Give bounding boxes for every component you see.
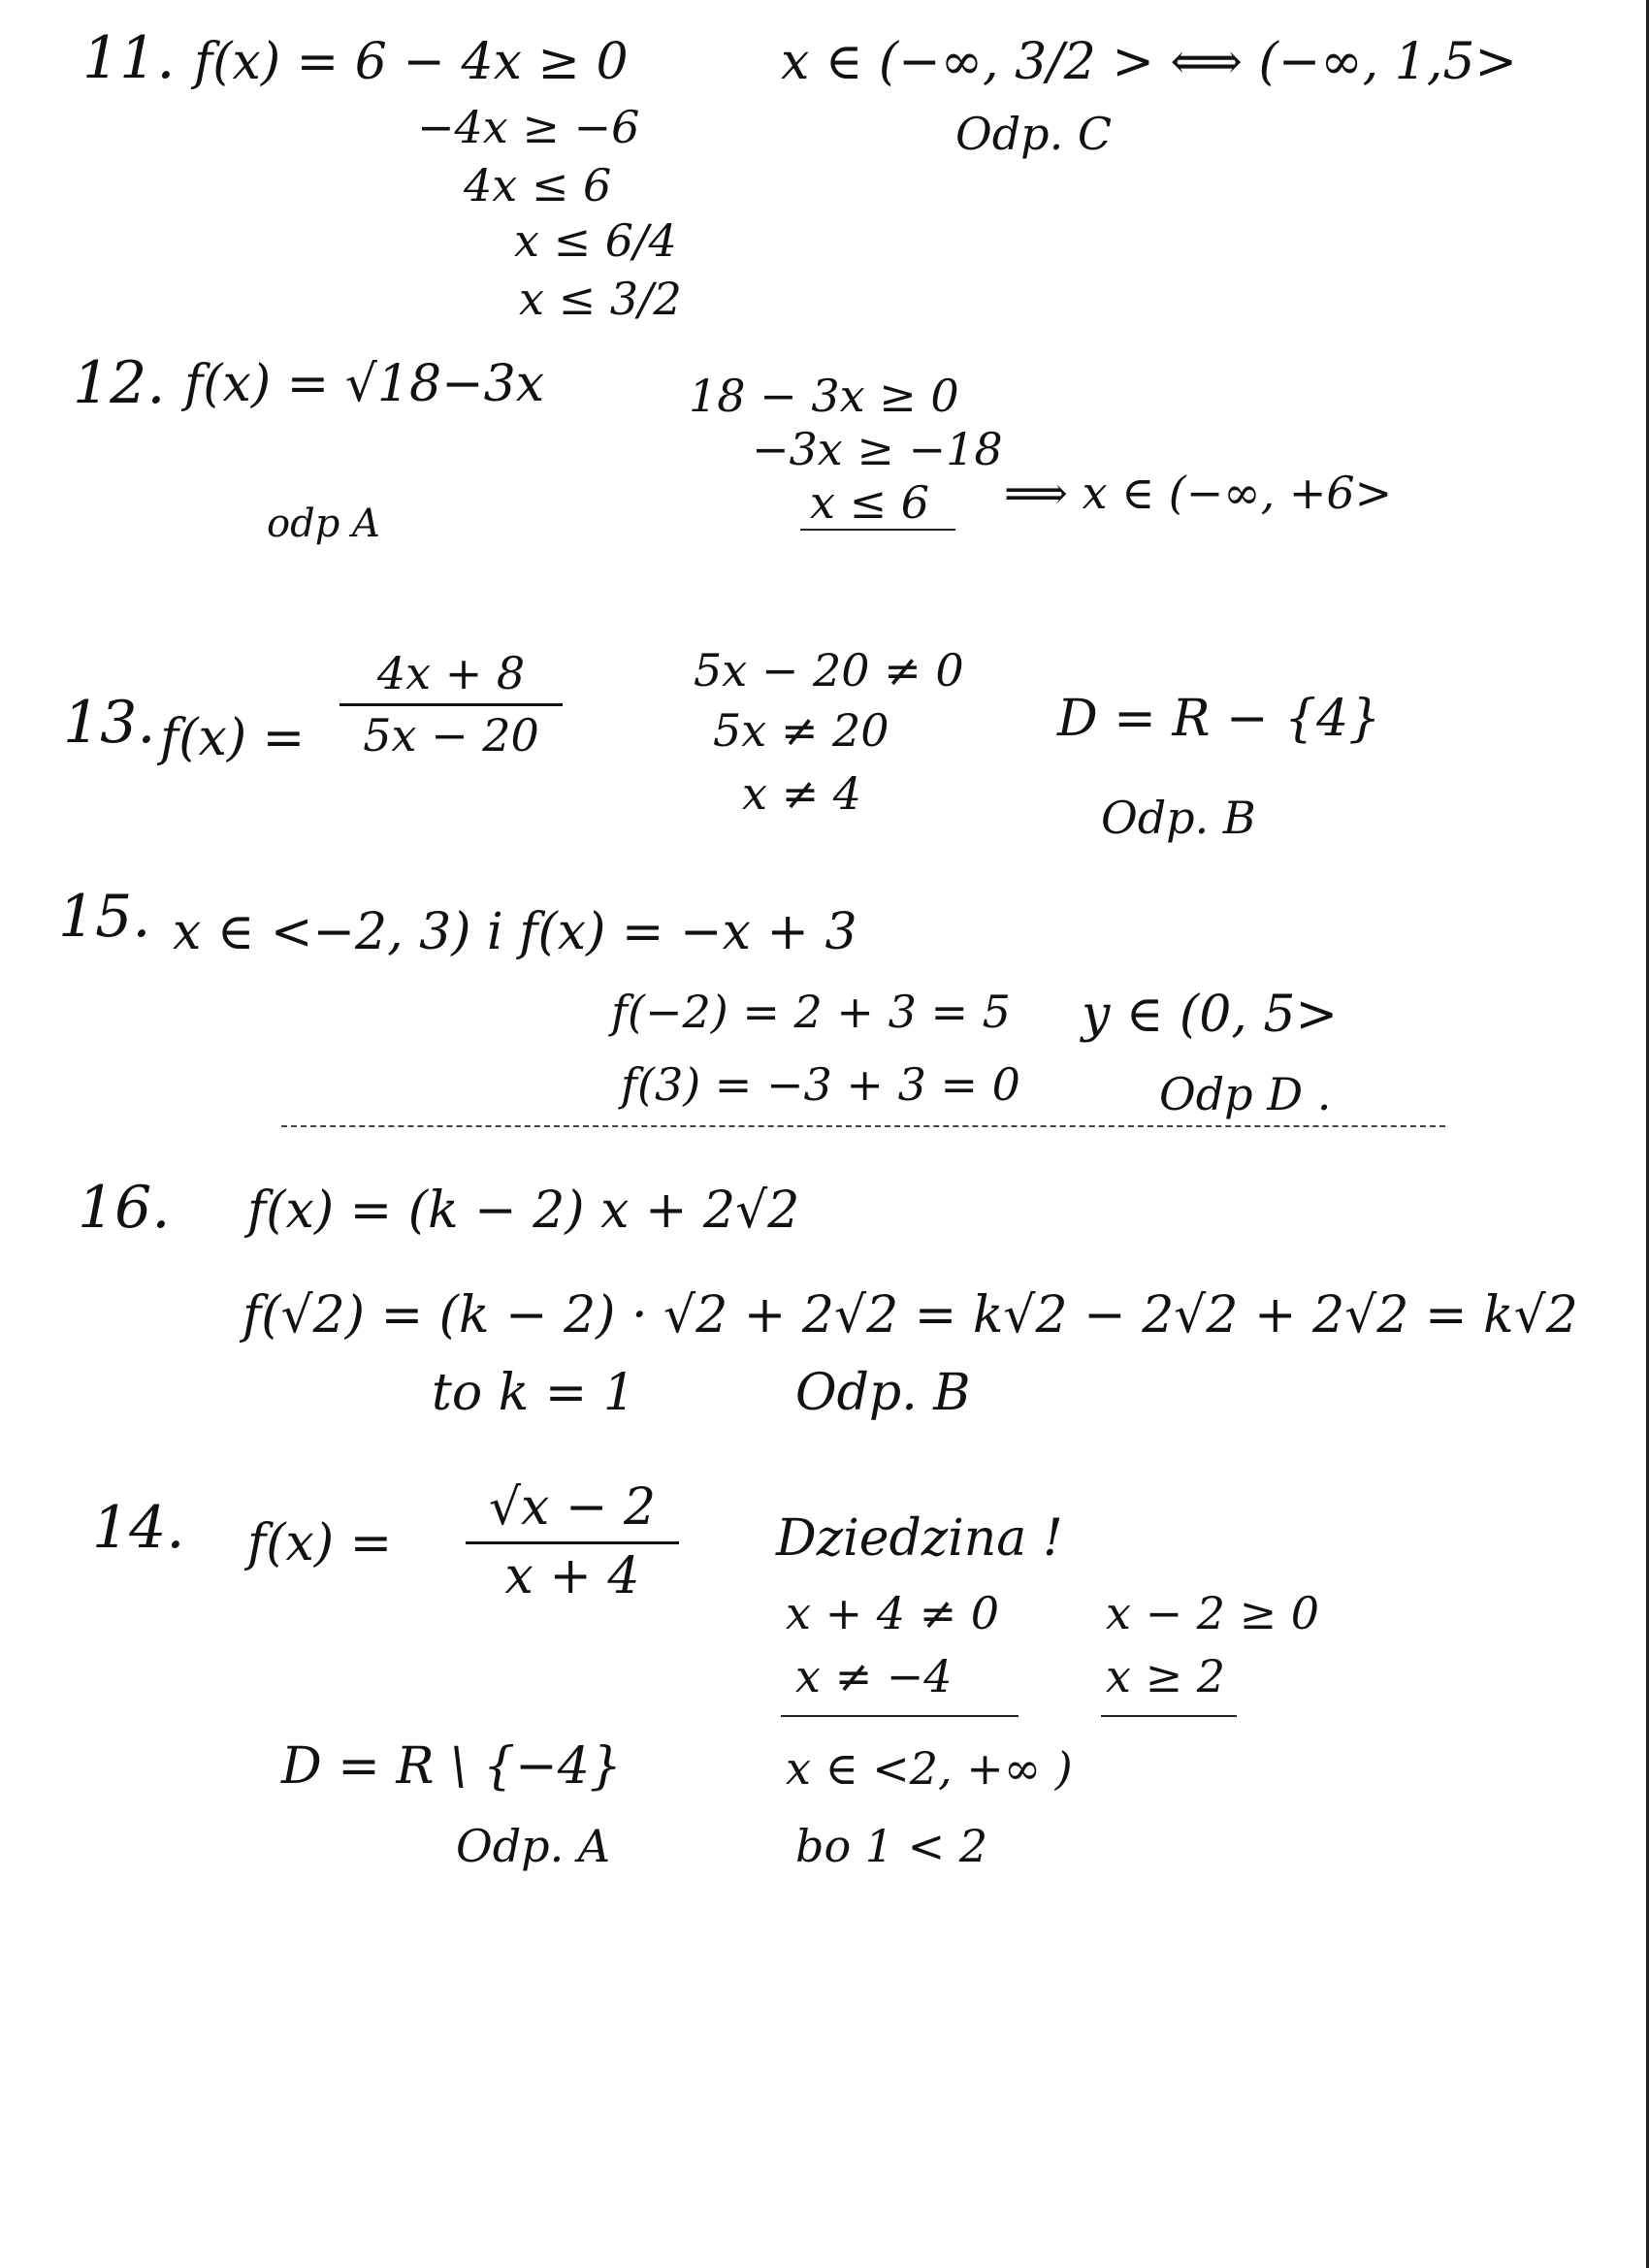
problem-14-domain-note: Dziedzina ! (776, 1509, 1063, 1568)
problem-14-condition-4: x ≥ 2 (1106, 1650, 1225, 1702)
problem-13-line-2: 5x ≠ 20 (713, 704, 889, 757)
problem-11-line-3: 4x ≤ 6 (464, 159, 612, 211)
problem-13-fraction (340, 648, 563, 761)
problem-15-line-1: x ∈ <−2, 3) i f(x) = −x + 3 (173, 903, 857, 961)
problem-14-underline-1 (781, 1715, 1018, 1717)
problem-13-line-1: 5x − 20 ≠ 0 (694, 644, 964, 697)
problem-14-answer: Odp. A (456, 1820, 611, 1872)
problem-14-number: 14. (92, 1494, 185, 1562)
problem-16-line-3: to k = 1 (432, 1364, 635, 1422)
problem-14-numerator: √x − 2 (488, 1478, 657, 1537)
problem-14-denominator: x + 4 (504, 1546, 640, 1605)
problem-12-function: f(x) = √18−3x (184, 355, 545, 413)
problem-11-line-4: x ≤ 6/4 (514, 214, 677, 267)
problem-12-line-2: −3x ≥ −18 (752, 423, 1003, 475)
problem-13-line-3: x ≠ 4 (742, 767, 861, 820)
problem-12-line-1: 18 − 3x ≥ 0 (689, 370, 959, 422)
problem-14-fraction-bar (466, 1541, 679, 1544)
problem-14-interval: x ∈ <2, +∞ ) (786, 1742, 1073, 1795)
problem-13-answer: Odp. B (1101, 792, 1256, 844)
problem-12-line-3: x ≤ 6 (810, 476, 929, 529)
problem-11-number: 11. (82, 24, 176, 92)
problem-16-number: 16. (78, 1174, 171, 1242)
problem-15-line-3: f(3) = −3 + 3 = 0 (621, 1058, 1020, 1111)
problem-13-denominator: 5x − 20 (363, 708, 539, 761)
problem-13-fx: f(x) = (160, 709, 306, 767)
problem-15-number: 15. (58, 883, 151, 951)
problem-15-line-2: f(−2) = 2 + 3 = 5 (611, 986, 1011, 1038)
problem-13-numerator: 4x + 8 (376, 647, 526, 699)
problem-11-line-1: f(x) = 6 − 4x ≥ 0 (194, 33, 629, 91)
problem-14-condition-2: x ≠ −4 (795, 1650, 953, 1702)
problem-15-range: y ∈ (0, 5> (1082, 986, 1339, 1044)
problem-14-condition-1: x + 4 ≠ 0 (786, 1587, 1000, 1639)
problem-13-fraction-bar (340, 703, 563, 706)
problem-13-domain: D = R − {4} (1057, 690, 1381, 748)
problem-14-domain: D = R \ {−4} (281, 1737, 622, 1796)
problem-14-condition-3: x − 2 ≥ 0 (1106, 1587, 1320, 1639)
problem-14-underline-2 (1101, 1715, 1237, 1717)
problem-11-line-2: −4x ≥ −6 (417, 101, 640, 153)
problem-12-number: 12. (73, 349, 166, 417)
problem-16-line-2: f(√2) = (k − 2) · √2 + 2√2 = k√2 − 2√2 + 2√2 = k√2 (242, 1286, 1578, 1345)
problem-11-answer: Odp. C (955, 108, 1113, 160)
problem-14-fraction (466, 1479, 679, 1606)
problem-16-answer: Odp. B (795, 1364, 971, 1422)
problem-11-line-5: x ≤ 3/2 (519, 273, 682, 325)
problem-12-result: ⟹ x ∈ (−∞, +6> (1004, 467, 1393, 519)
problem-14-reason: bo 1 < 2 (795, 1820, 988, 1872)
problem-15-answer: Odp D . (1159, 1068, 1332, 1120)
problem-16-line-1: f(x) = (k − 2) x + 2√2 (247, 1182, 800, 1240)
separator-line (281, 1125, 1445, 1127)
problem-13-number: 13. (63, 689, 156, 757)
problem-12-answer: odp A (267, 502, 380, 546)
problem-12-underline (800, 529, 955, 531)
problem-14-fx: f(x) = (247, 1514, 393, 1572)
problem-11-interval: x ∈ (−∞, 3/2 > ⟺ (−∞, 1,5> (781, 33, 1518, 91)
